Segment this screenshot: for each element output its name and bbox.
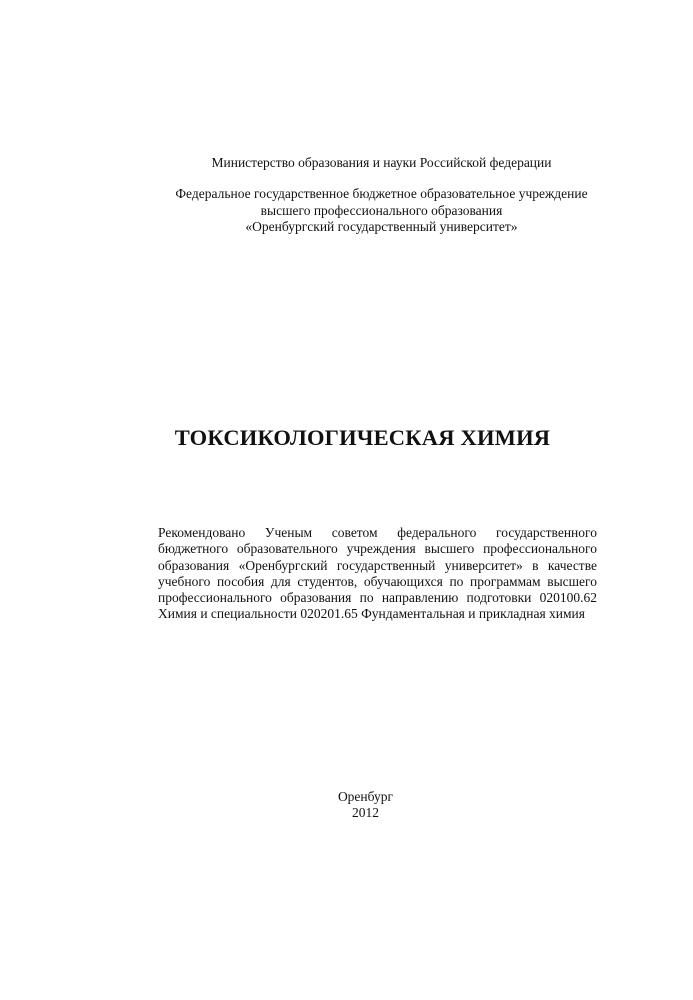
recommendation-text: [158, 525, 597, 623]
recommendation-line: образования «Оренбургский государственный университет» в качестве: [158, 557, 597, 573]
institution-name: [0, 186, 693, 236]
recommendation-line: учебного пособия для студентов, обучающихся по программам высшего: [158, 573, 597, 589]
institution-line: Федеральное государственное бюджетное образовательное учреждение: [175, 186, 588, 201]
publication-city: Оренбург: [337, 789, 394, 804]
recommendation-line: профессионального образования по направлению подготовки 020100.62: [158, 590, 597, 606]
ministry-name: Министерство образования и науки Российской федерации: [211, 155, 552, 170]
document-title: ТОКСИКОЛОГИЧЕСКАЯ ХИМИЯ: [174, 425, 551, 450]
publication-year: 2012: [352, 805, 379, 820]
institution-line: высшего профессионального образования: [260, 202, 503, 218]
recommendation-line: бюджетного образовательного учреждения высшего профессионального: [158, 541, 597, 557]
recommendation-line: Химия и специальности 020201.65 Фундаментальная и прикладная химия: [158, 606, 585, 622]
institution-line: «Оренбургский государственный университет»: [245, 219, 518, 234]
recommendation-line: Рекомендовано Ученым советом федерального государственного: [158, 525, 597, 540]
